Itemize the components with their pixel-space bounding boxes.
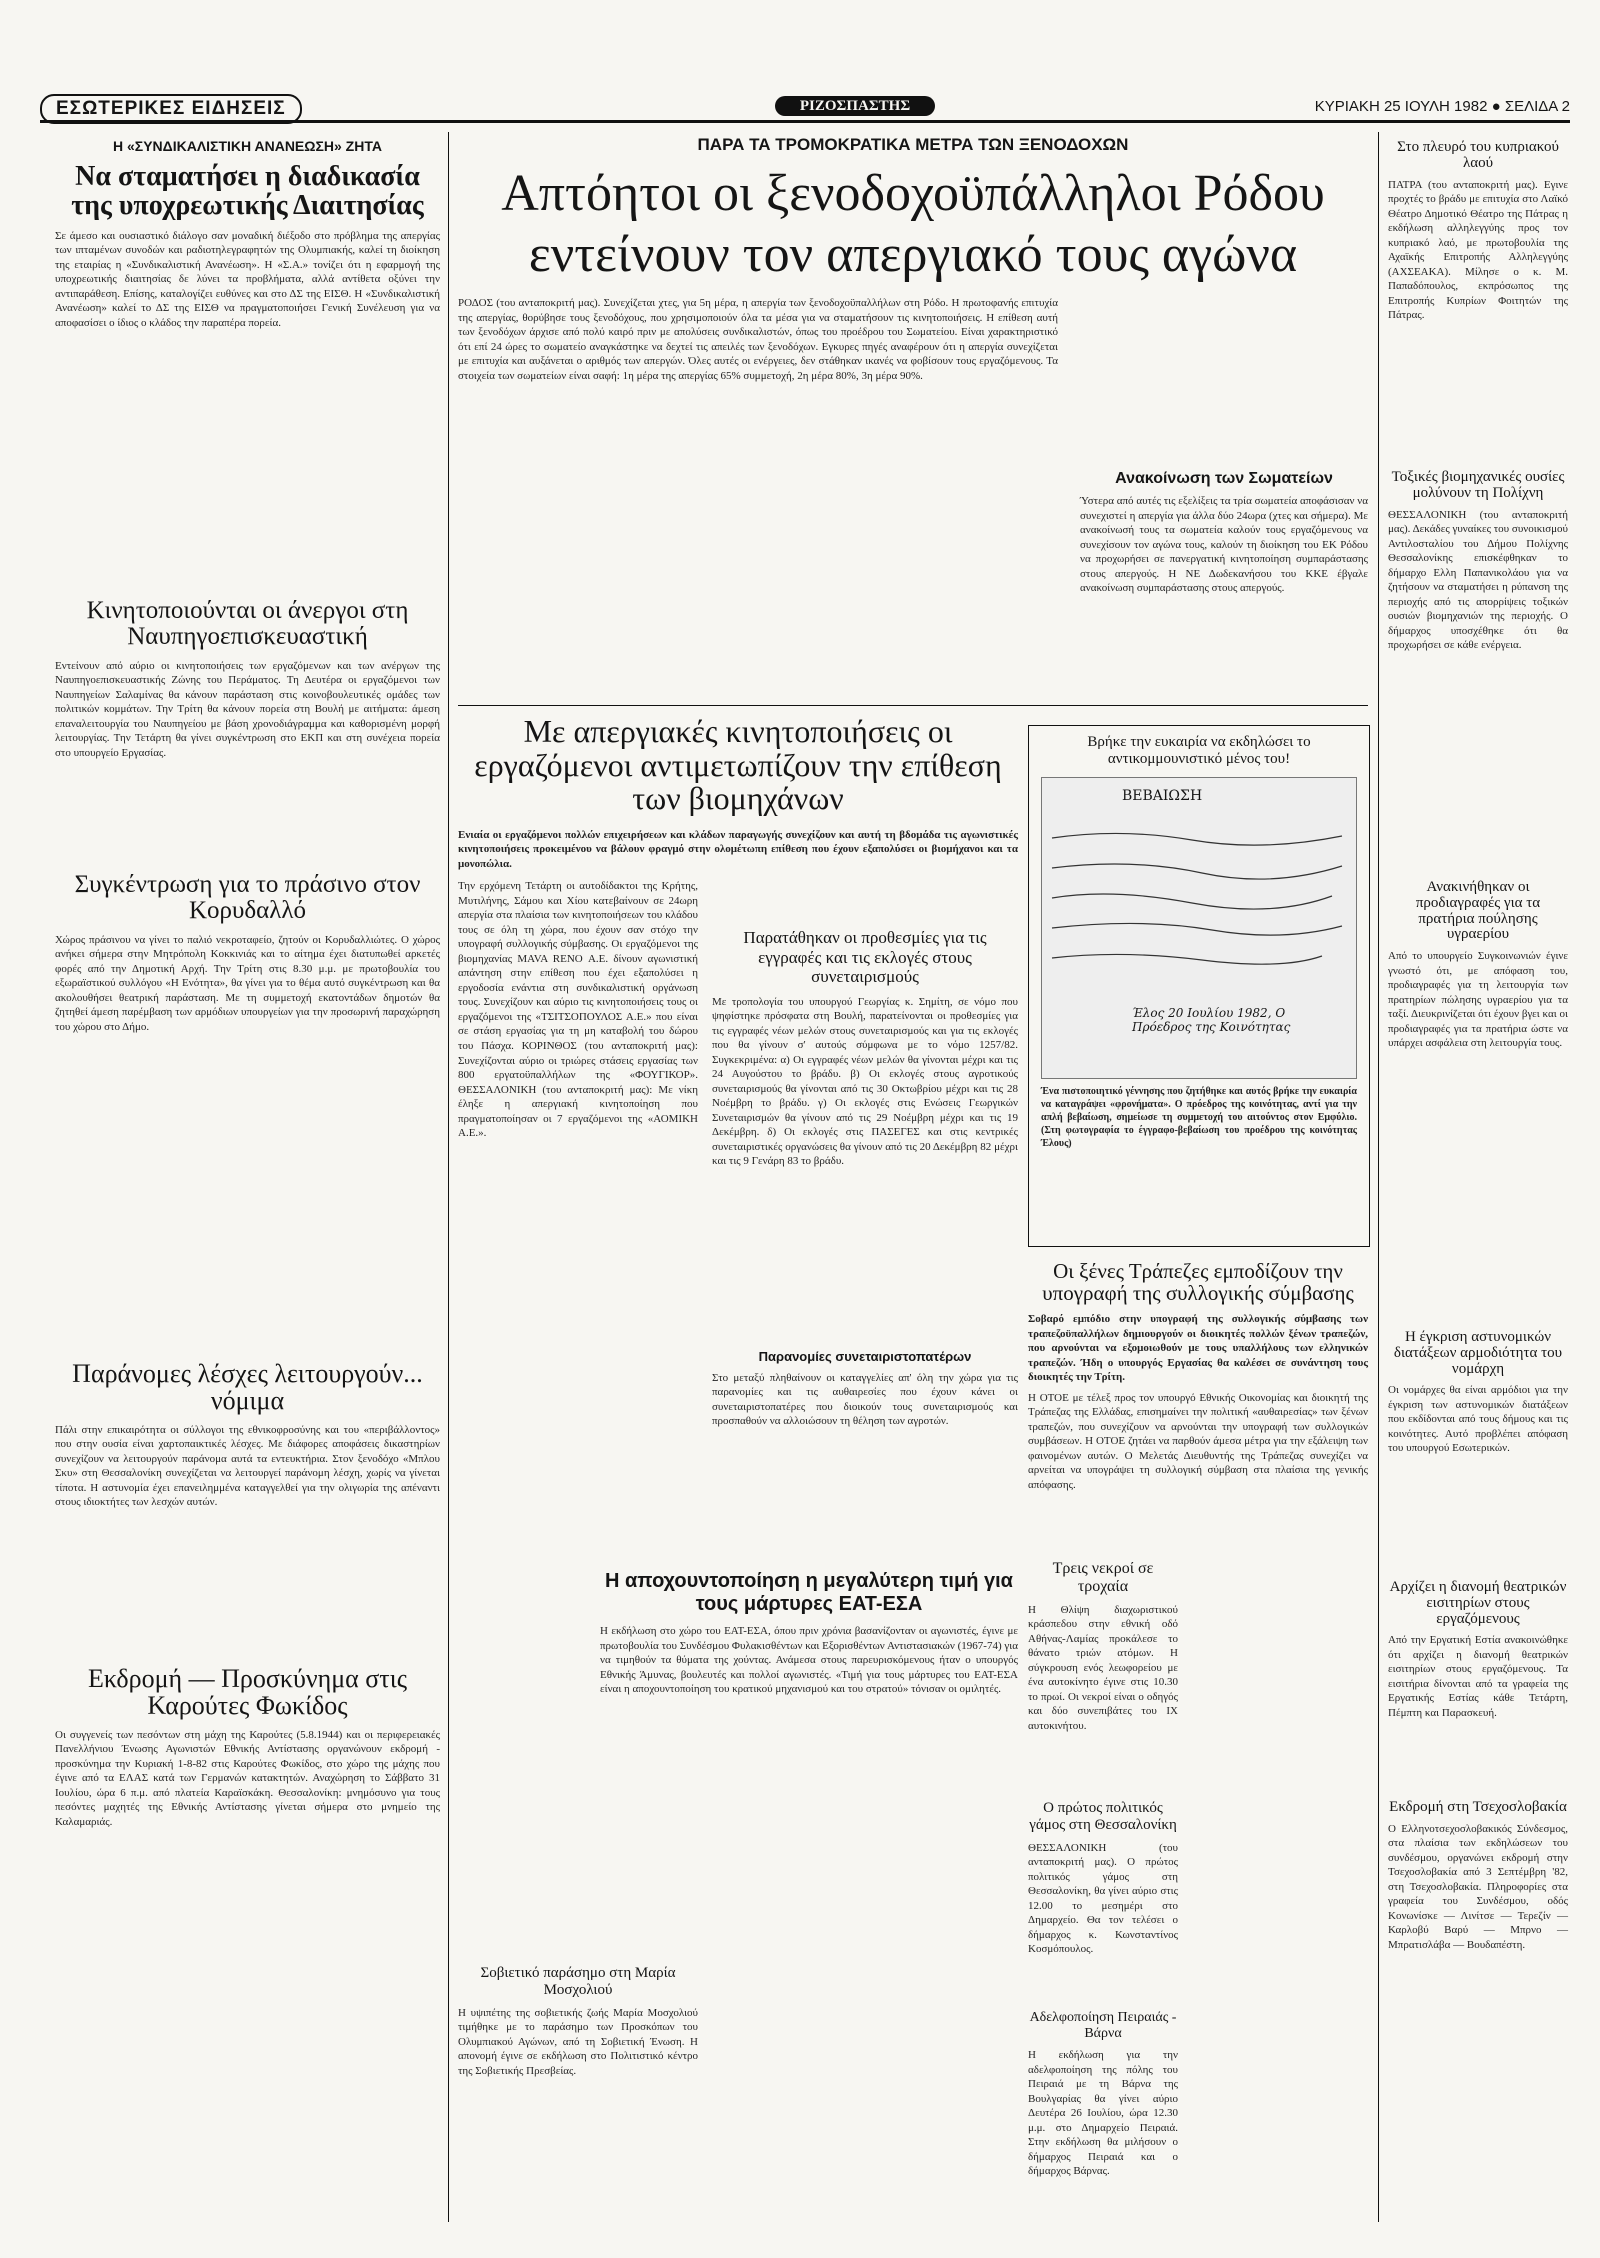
article-body: Η ΟΤΟΕ με τέλεξ προς τον υπουργό Εθνικής Οικονομίας και διοικητή της Τράπεζας της Ελλάδας, επισημαίνει την πολιτική «αυθαιρεσίας» των ξένων τραπεζών, που συνεχίζουν να αρνούνται την υπογραφή των συλλογικών συμβάσεων. Η ΟΤΟΕ ζητάει να παρθούν άμεσα μέτρα για την εξάλειψη των φαινομένων αυτών. Ο Μελετάς Διευθυντής της Τράπεζας συνεχίζει να αρνείται να υπογράψει τη συλλογική σύμβαση στα πλαίσια της γενικής απόφασης. (1028, 1391, 1368, 1491)
article-karoutes (55, 1665, 440, 1829)
section-rule (458, 705, 1368, 706)
article-adelfopoiisi (1028, 2010, 1178, 2179)
article-synetairismoi (712, 928, 1018, 1169)
article-title: Ανακινήθηκαν οι προδιαγραφές για τα πρατήρια πούλησης υγραερίου (1415, 879, 1541, 943)
article-title: Με απεργιακές κινητοποιήσεις οι εργαζόμενοι αντιμετωπίζουν την επίθεση των βιομηχάνων (474, 713, 1002, 817)
article-title: Εκδρομή στη Τσεχοσλοβακία (1389, 1799, 1567, 1815)
article-title: Εκδρομή — Προσκύνημα στις Καρούτες Φωκίδος (87, 1664, 408, 1721)
article-tsexoslovakia (1388, 1800, 1568, 1952)
article-diaitisia (55, 138, 440, 330)
article-body: Οι νομάρχες θα είναι αρμόδιοι για την έγκριση των αστυνομικών διατάξεων που εκδίδονται από τους δήμους και τις κοινότητες. Αυτό προβλέπει απόφαση του υπουργού Εσωτερικών. (1388, 1384, 1568, 1455)
article-biomixanies (1388, 470, 1568, 653)
column-rule (448, 132, 449, 2222)
masthead (40, 94, 1570, 123)
article-body: Ύστερα από αυτές τις εξελίξεις τα τρία σωματεία αποφάσισαν να συνεχιστεί η απεργία για άλλα δύο 24ωρα (χτες και σήμερα). Με ανακοίνωσή τους τα σωματεία καλούν τους εργαζόμενους να συνεχίσουν τον αγώνα τους, καλούν τη διοίκηση του ΕΚ Ρόδου να προχωρήσει σε πανεργατική κινητοποίηση συμπαράστασης στους απεργούς. Η ΝΕ Δωδεκανήσου του ΚΚΕ έβγαλε ανακοίνωση συμπαράστασης στους απεργούς. (1080, 495, 1368, 595)
article-kicker: ΠΑΡΑ ΤΑ ΤΡΟΜΟΚΡΑΤΙΚΑ ΜΕΤΡΑ ΤΩΝ ΞΕΝΟΔΟΧΩΝ (697, 135, 1129, 154)
article-body: Ο Ελληνοτσεχοσλοβακικός Σύνδεσμος, στα πλαίσια των εκδηλώσεων του συνδέσμου, οργανώνει εκδρομή στην Τσεχοσλοβακία από 3 Σεπτέμβρη '82, στη Τσεχοσλοβακία. Πληροφορίες στα γραφεία του Συνδέσμου, οδός Κονωνίσκε — Λινίτσε — Τερεζίν — Καρλοβύ Βαρύ — Μπρνο — Μπρατισλάβα — Βουδαπέστη. (1388, 1822, 1568, 1951)
article-kicker: Η «ΣΥΝΔΙΚΑΛΙΣΤΙΚΗ ΑΝΑΝΕΩΣΗ» ΖΗΤΑ (113, 138, 382, 154)
article-title-line1: Απτόητοι οι ξενοδοχοϋπάλληλοι Ρόδου (501, 165, 1325, 222)
article-body: ΘΕΣΣΑΛΟΝΙΚΗ (του ανταποκριτή μας). Ο πρώτος πολιτικός γάμος στη Θεσσαλονίκη, θα γίνει αύριο στις 12.00 το μεσημέρι στο Δημαρχείο. Θα τον τελέσει ο δήμαρχος κ. Κωνσταντίνος Κοσμόπουλος. (1028, 1841, 1178, 1956)
article-title-line2: εντείνουν τον απεργιακό τους αγώνα (528, 225, 1298, 283)
article-paranomies (712, 1350, 1018, 1429)
article-xenodoxoi (458, 135, 1368, 383)
article-body: Χώρος πράσινου να γίνει το παλιό νεκροταφείο, ζητούν οι Κορυδαλλιώτες. Ο χώρος ανήκει σήμερα στην Μητρόπολη Κοκκινιάς και το αίτημα έχει διατυπωθεί αρκετές φορές από την Δημοτική Αρχή. Την Τρίτη στις 8.30 μ.μ. με πρωτοβουλία του εξωραϊστικού συλλόγου «Η Ενότητα», θα γίνει για το θέμα αυτό συγκέντρωση και θα ακολουθήσει θεατρική παράσταση. Με τη συμμετοχή εκατοντάδων δημοτών θα ζητηθεί άμεση παρέμβαση των αρμόδιων υπουργείων για την προσωρινή παραχώρηση του χώρου στο Δήμο. (55, 933, 440, 1033)
article-title: Συγκέντρωση για το πράσινο στον Κορυδαλλό (74, 871, 421, 925)
article-title: Ανακοίνωση των Σωματείων (1115, 470, 1333, 487)
article-egkrisi (1388, 1330, 1568, 1456)
article-theatro (1388, 1580, 1568, 1720)
article-title: Οι ξένες Τράπεζες εμποδίζουν την υπογραφή της συλλογικής σύμβασης (1042, 1259, 1354, 1306)
article-title: Η αποχουντοποίηση η μεγαλύτερη τιμή για τους μάρτυρες ΕΑΤ-ΕΣΑ (605, 1570, 1013, 1615)
article-title: Τοξικές βιομηχανικές ουσίες μολύνουν τη Πολίχνη (1391, 469, 1565, 501)
photo-caption: Ένα πιστοποιητικό γέννησης που ζητήθηκε και αυτός βρήκε την ευκαιρία να καταγράψει «φρονήματα». Ο πρόεδρος της κοινότητας, αντί για την απλή βεβαίωση, σημείωσε τη συμμετοχή του αιτούντος στον Εμφύλιο. (Στη φωτογραφία το έγγραφο-βεβαίωση του προέδρου της κοινότητας Έλους) (1041, 1085, 1357, 1150)
article-title: Αδελφοποίηση Πειραιάς - Βάρνα (1029, 2010, 1177, 2042)
article-lead: Ενιαία οι εργαζόμενοι πολλών επιχειρήσεων και κλάδων παραγωγής συνεχίζουν και αυτή τη βδομάδα τις αγωνιστικές κινητοποιήσεις προκειμένου να βάλουν φραγμό στην ολομέτωπη επίθεση που έχουν εξαπολύσει οι βιομήχανοι και τα μονοπώλια. (458, 828, 1018, 870)
certificate-heading: ΒΕΒΑΙΩΣΗ (1122, 787, 1203, 804)
certificate-image (1041, 777, 1357, 1079)
article-trapezes (1028, 1260, 1368, 1492)
article-gamos (1028, 1800, 1178, 1957)
article-anakinisi (1388, 880, 1568, 1051)
article-lesxes (55, 1360, 440, 1510)
article-body: Από την Εργατική Εστία ανακοινώθηκε ότι αρχίζει η διανομή θεατρικών εισιτηρίων στους εργαζόμενους. Τα εισιτήρια δίνονται από τα γραφεία της Εργατικής Εστίας κάθε Τετάρτη, Πέμπτη και Παρασκευή. (1388, 1634, 1568, 1719)
article-apoxountopoiisi (600, 1570, 1018, 1697)
article-body: ΘΕΣΣΑΛΟΝΙΚΗ (του ανταποκριτή μας). Δεκάδες γυναίκες του συνοικισμού Αντιλοσταλίου του Δήμου Πολίχνης Θεσσαλονίκης επισκέφθηκαν το δήμαρχο Ελλη Παπανικολάου για να ζητήσουν να σταματήσει η ρύπανση της περιοχής από τις απορρίψεις τοξικών ουσιών βιομηχανιών της περιοχής. Ο δήμαρχος υποσχέθηκε ότι θα προχωρήσει σε κάθε ενέργεια. (1388, 508, 1568, 652)
article-body: Στο μεταξύ πληθαίνουν οι καταγγελίες απ' όλη την χώρα για τις παρανομίες και τις αυθαιρεσίες που έχουν κάνει οι συνεταιριστοπατέρες που διοικούν τους συνεταιρισμούς και προσπαθούν να αλλοιώσουν τη θέληση των αγροτών. (712, 1371, 1018, 1428)
article-title: Παρατάθηκαν οι προθεσμίες για τις εγγραφές και τις εκλογές στους συνεταιρισμούς (743, 928, 987, 987)
article-title: Στο πλευρό του κυπριακού λαού (1397, 139, 1559, 171)
article-body: Η εκδήλωση για την αδελφοποίηση της πόλης του Πειραιά με τη Βάρνα της Βουλγαρίας θα γίνει αύριο Δευτέρα 26 Ιουλίου, ώρα 12.30 μ.μ. στο Δημαρχείο Πειραιά. Στην εκδήλωση θα μιλήσουν ο δήμαρχος Πειραιά και ο δήμαρχος Βάρνας. (1028, 2049, 1178, 2178)
article-title: Σοβιετικό παράσημο στη Μαρία Μοσχολιού (480, 1965, 676, 1999)
article-title: Η έγκριση αστυνομικών διατάξεων αρμοδιότητα του νομάρχη (1393, 1329, 1563, 1377)
section-label: ΕΣΩΤΕΡΙΚΕΣ ΕΙΔΗΣΕΙΣ (40, 94, 302, 124)
article-nekroi (1028, 1560, 1178, 1733)
article-body: Η Θλίψη διαχωριστικού κράσπεδου στην εθνική οδό Αθήνας-Λαμίας προκάλεσε το θάνατο τριών ατόμων. Η σύγκρουση ενός λεωφορείου με ένα αυτοκίνητο έγινε στις 10.30 το πρωί. Οι νεκροί είναι ο οδηγός και δύο συνεπιβάτες του ΙΧ αυτοκινήτου. (1028, 1603, 1178, 1732)
article-korydallos (55, 872, 440, 1034)
article-body: Από το υπουργείο Συγκοινωνιών έγινε γνωστό ότι, με απόφαση του, προδιαγραφές για τη λειτουργία των πρατηρίων πώλησης υγραερίου για τα ταξί. Διευκρινίζεται ότι έχουν βγει και οι προδιαγραφές για τα πρατήρια ώστε να υπάρχει ασφάλεια στη λειτουργία τους. (1388, 950, 1568, 1050)
article-lao (1388, 140, 1568, 323)
article-body: ΡΟΔΟΣ (του ανταποκριτή μας). Συνεχίζεται χτες, για 5η μέρα, η απεργία των ξενοδοχοϋπαλλήλων στη Ρόδο. Η πρωτοφανής επιτυχία της απεργίας, θορύβησε τους ξενοδόχους, που χρησιμοποιούν όλα τα μέσα για να σταματήσουν τις κινητοποιήσεις. Η επίθεση αυτή των ξενοδόχων άρχισε από πολύ καιρό πριν με απολύσεις συνδικαλιστών, όπως του προέδρου του Σωματείου. Είναι χαρακτηριστικό ότι επί 24 ώρες το σωματείο αναγκάστηκε να δεχτεί τις απειλές των ξενοδόχων. Εγκυρες πηγές αναφέρουν ότι η απεργία συνεχίζεται με επιτυχία και αυξάνεται ο αριθμός των απεργών. Όλες αυτές οι ενέργειες, δεν στάθηκαν ικανές να φοβίσουν τους εργαζόμενους. Τα στοιχεία των σωματείων είναι σαφή: 1η μέρα της απεργίας 65% συμμετοχή, 2η μέρα 80%, 3η μέρα 90%. (458, 297, 1058, 382)
article-body: Οι συγγενείς των πεσόντων στη μάχη της Καρούτες (5.8.1944) και οι περιφερειακές Πανελλήνιου Ένωσης Αγωνιστών Εθνικής Αντίστασης οργανώνουν εκδρομή - προσκύνημα την Κυριακή 1-8-82 στις Καρούτες Φωκίδος, στο χώρο της μάχης που έγινε από τα ΕΛΑΣ κατά των Γερμανών κατακτητών. Αναχώρηση το Σάββατο 31 Ιουλίου, ώρα 6 π.μ. από πλατεία Καραϊσκάκη. Θεσσαλονίκη: μνημόσυνο για τους πεσόντες μαχητές της Εθνικής Αντίστασης γίνεται σήμερα στο μνημείο της Καλαμαριάς. (55, 1728, 440, 1828)
article-title: Κινητοποιούνται οι άνεργοι στη Ναυπηγοεπισκευαστική (86, 597, 409, 651)
certificate-signature: Έλος 20 Ιουλίου 1982, Ο Πρόεδρος της Κοινότητας (1132, 1005, 1291, 1034)
article-body: Με τροπολογία του υπουργού Γεωργίας κ. Σημίτη, σε νόμο που ψηφίστηκε πρόσφατα στη Βουλή, παρατείνονται οι προθεσμίες για τις εγγραφές νέων μελών στους συνεταιρισμούς και για τις εκλογές που θα γίνουν σ' αυτούς σύμφωνα με το νόμο 1257/82. Συγκεκριμένα: α) Οι εγγραφές νέων μελών θα γίνονται μέχρι και τις 24 Αυγούστου το βράδυ. β) Οι εκλογές στους αγροτικούς συνεταιρισμούς θα γίνονται από τις 30 Οκτωβρίου μέχρι και τις 28 Νοέμβρη το βράδυ. γ) Οι εκλογές στις Ενώσεις Γεωργικών Συνεταιρισμών θα γίνουν από τις 29 Νοέμβρη μέχρι και τις 19 Δεκέμβρη. δ) Οι εκλογές στις ΠΑΣΕΓΕΣ και στις κεντρικές συνεταιριστικές οργανώσεις θα γίνουν από τις 20 Δεκέμβρη 82 μέχρι και τις 9 Γενάρη 83 το βράδυ. (712, 995, 1018, 1168)
article-antikommounismos (1028, 725, 1370, 1247)
article-title: Παράνομες λέσχες λειτουργούν... νόμιμα (72, 1359, 423, 1416)
article-body: Η υψιπέτης της σοβιετικής ζωής Μαρία Μοσχολιού τιμήθηκε με το παράσημο των Προσκόπων του Ολυμπιακού Αγώνων, από τη Σοβιετική Ένωση. Η απονομή έγινε σε εκδήλωση στο Πολιτιστικό κέντρο της Σοβιετικής Πρεσβείας. (458, 2006, 698, 2077)
article-somateia (1080, 470, 1368, 596)
article-body: Πάλι στην επικαιρότητα οι σύλλογοι της εθνικοφροσύνης και του «περιβάλλοντος» που στην ουσία είναι χαρτοπαικτικές λέσχες. Με διάφορες αποφάσεις δικαστηρίων συνεχίζουν να λειτουργούν παράνομα αυτά τα εντευκτήρια. Στον ξενοδόχο «Μπλου Σκυ» στη Θεσσαλονίκη συνεχίζεται να λειτουργεί παράνομη λέσχη, χωρίς να γίνεται τίποτα. Η αστυνομία έχει επανειλημμένα καταγγελθεί για την ολιγωρία της απέναντι στους ιδιοκτήτες των λεσχών αυτών. (55, 1423, 440, 1509)
article-title: Βρήκε την ευκαιρία να εκδηλώσει το αντικομμουνιστικό μένος του! (1087, 734, 1311, 768)
article-body: ΠΑΤΡΑ (του ανταποκριτή μας). Εγινε προχτές το βράδυ με επιτυχία στο Λαϊκό Θέατρο Δημοτικό Θέατρο της Πάτρας η εκδήλωση αλληλεγγύης προς τον κυπριακό λαό, με πρωτοβουλία της Αχαϊκής Επιτροπής Αλληλεγγύης (ΑΧΣΕΑΚΑ). Μίλησε ο κ. Μ. Παπαδόπουλος, εκπρόσωπος της Επιτροπής Κυπρίων Φοιτητών της Πάτρας. (1388, 178, 1568, 322)
article-body: Την ερχόμενη Τετάρτη οι αυτοδίδακτοι της Κρήτης, Μυτιλήνης, Σάμου και Χίου κατεβαίνουν σε 24ωρη απεργία στα πλαίσια των κινητοποιήσεων του κλάδου τους σε όλη τη χώρα, που έχουν σαν στόχο την υπογραφή συλλογικής σύμβασης. Οι εργαζόμενοι της βιομηχανίας MAVA RENO Α.Ε. δίνουν αγωνιστική απάντηση στην επίθεση που έχει εξαπολύσει η εργοδοσία ενάντια στη συνδικαλιστική οργάνωση τους. Συνεχίζουν και αύριο τις κινητοποιήσεις τους οι εργαζόμενοι της «ΤΣΙΤΣΟΠΟΥΛΟΣ Α.Ε.» που είναι σε στάση εργασίας για τη μη καταβολή του δώρου του Πάσχα. ΚΟΡΙΝΘΟΣ (του ανταποκριτή μας): Συνεχίζονται αύριο οι τριώρες στάσεις εργασίας των 800 εργατοϋπαλλήλων της «ΦΟΥΓΙΚΟΡ». ΘΕΣΣΑΛΟΝΙΚΗ (του ανταποκριτή μας): Με νίκη έληξε η απεργιακή κινητοποίηση που πραγματοποίησαν οι 7 εργαζόμενοι της «ΑΟΜΙΚΗ Α.Ε.». (458, 880, 698, 1140)
article-title: Τρεις νεκροί σε τροχαία (1052, 1560, 1154, 1596)
date-page: ΚΥΡΙΑΚΗ 25 ΙΟΥΛΗ 1982 ● ΣΕΛΙΔΑ 2 (1314, 98, 1570, 115)
column-rule (1378, 132, 1379, 2222)
article-sobietiko (458, 1965, 698, 2078)
article-title: Ο πρώτος πολιτικός γάμος στη Θεσσαλονίκη (1029, 1800, 1177, 1834)
article-body: Σε άμεσο και ουσιαστικό διάλογο σαν μοναδική διέξοδο στο πρόβλημα της απεργίας των ιπταμένων συνοδών και ραδιοτηλεγραφητών της Ολυμπιακής, καλεί τη διοίκηση της εταιρίας η «Συνδικαλιστική Ανανέωση». Η «Σ.Α.» τονίζει ότι η εφαρμογή της υποχρεωτικής διαιτησίας δε λύνει τα προβλήματα, αλλά αντίθετα οξύνει την αντιπαράθεση. Επίσης, καταλογίζει ευθύνες και στο ΔΣ της ΕΙΣΘ. Η «Συνδικαλιστική Ανανέωση» καλεί το ΔΣ της ΕΙΣΘ να πραγματοποιήσει Γενική Συνέλευση για να αποφασίσει ο ίδιος ο κλάδος την παραπέρα πορεία. (55, 229, 440, 329)
article-body: Εντείνουν από αύριο οι κινητοποιήσεις των εργαζόμενων και των ανέργων της Ναυπηγοεπισκευαστικής Ζώνης του Περάματος. Τη Δευτέρα οι εργαζόμενοι των Ναυπηγείων Σαλαμίνας θα κάνουν παράσταση στις κοινοβουλευτικές ομάδες των πολιτικών κομμάτων. Την Τρίτη θα κάνουν πορεία στη Βουλή με αιτήματα: άμεση επαναλειτουργία του Ναυπηγείου με βάση χρονοδιάγραμμα και καθορισμένη μορφή λειτουργίας. Την Τετάρτη θα γίνει συγκέντρωση στο ΕΚΠ και στη συνέχεια πορεία στο υπουργείο Εργασίας. (55, 659, 440, 759)
article-title: Παρανομίες συνεταιριστοπατέρων (758, 1349, 972, 1364)
article-title: Να σταματήσει η διαδικασία της υποχρεωτικής Διαιτησίας (71, 161, 424, 222)
article-body: Η εκδήλωση στο χώρο του ΕΑΤ-ΕΣΑ, όπου πριν χρόνια βασανίζονταν οι αγωνιστές, έγινε με πρωτοβουλία του Συνδέσμου Φυλακισθέντων και Εξορισθέντων Αντιστασιακών (1967-74) για να τιμηθούν τα θύματα της χούντας. Ανάμεσα στους παρευρισκόμενους ήταν ο υπουργός Εθνικής Άμυνας, βουλευτές και πολλοί αγωνιστές. «Τιμή για τους μάρτυρες του ΕΑΤ-ΕΣΑ είναι η αποχουντοποίηση του κρατικού μηχανισμού και του στρατού» τόνισαν οι ομιλητές. (600, 1625, 1018, 1696)
article-title: Αρχίζει η διανομή θεατρικών εισιτηρίων στους εργαζόμενους (1389, 1579, 1567, 1627)
article-nafpigia (55, 598, 440, 760)
newspaper-name: ΡΙΖΟΣΠΑΣΤΗΣ (775, 96, 935, 116)
article-lead: Σοβαρό εμπόδιο στην υπογραφή της συλλογικής σύμβασης των τραπεζοϋπαλλήλων δημιουργούν οι διοικητές πολλών ξένων τραπεζών, που αρνούνται να εξομοιωθούν με τους υπαλλήλους των ελληνικών τραπεζών. Ήδη ο υπουργός Εργασίας θα καλέσει σε συνάντηση τους διοικητές την Τρίτη. (1028, 1313, 1368, 1384)
